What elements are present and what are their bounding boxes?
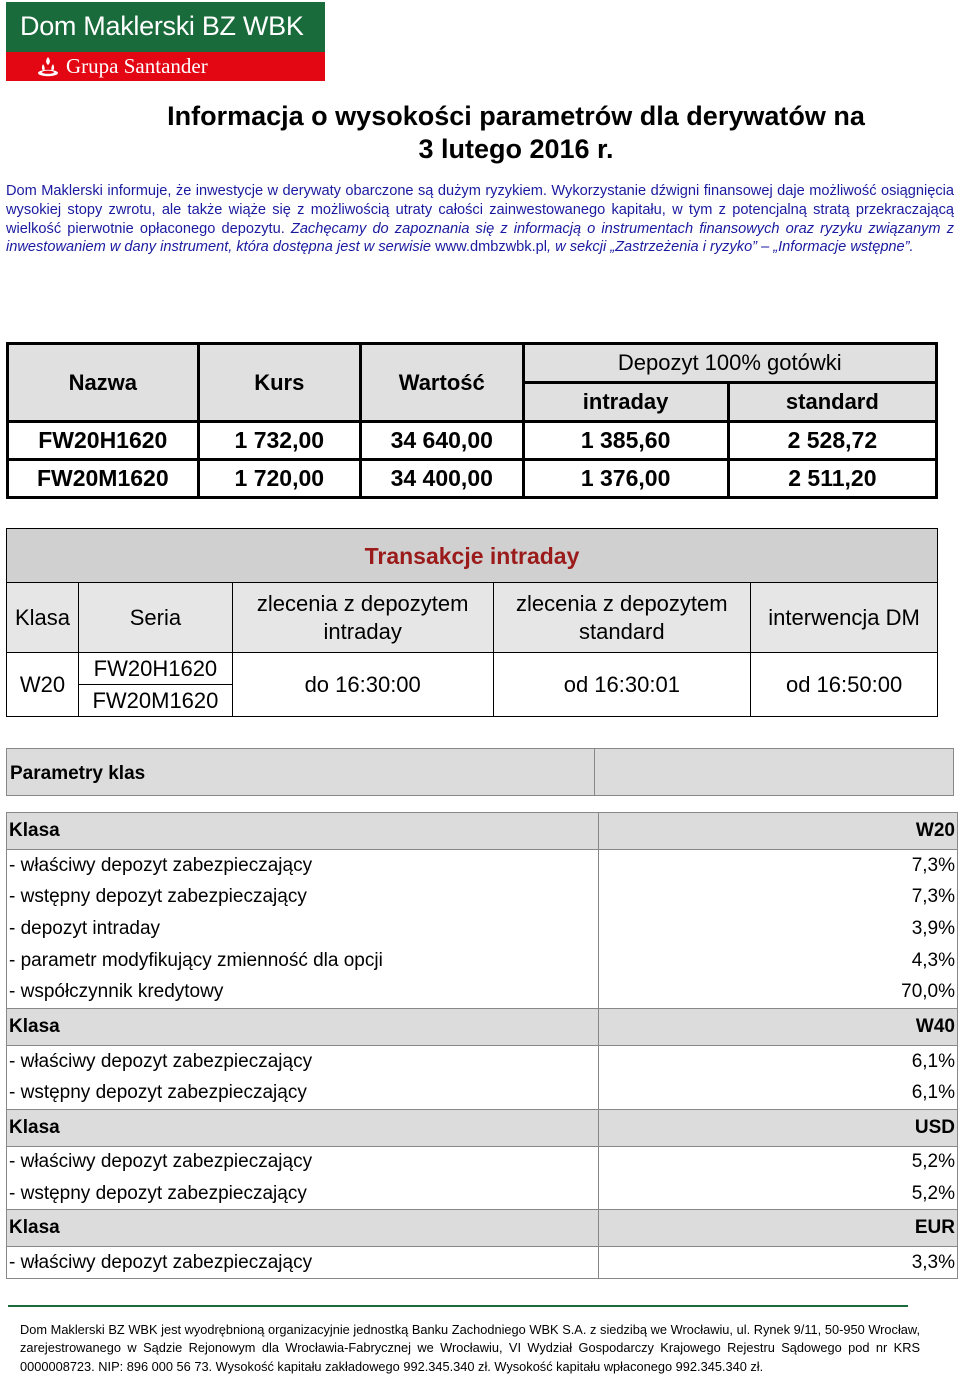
param-row xyxy=(7,1247,958,1279)
param-value: USD xyxy=(599,1109,958,1146)
param-row xyxy=(7,913,958,945)
header-value: Wartość xyxy=(361,344,524,422)
risk-disclaimer: Dom Maklerski informuje, że inwestycje w derywaty obarczone są dużym ryzykiem. Wykorzystanie dźwigni finansowej daje możliwość osiągnięcia wysokiej stopy zwrotu, ale także wiąże się z możliwością utraty całości zainwestowanego kapitału, w tym z potencjalną stratą przekraczającą wielkość pierwotnie opłaconego depozytu. Zachęcamy do zapoznania się z informacją o instrumentach finansowych oraz ryzyku związanym z inwestowaniem w dany instrument, która dostępna jest w serwisie www.dmbzwbk.pl, w sekcji „Zastrzeżenia i ryzyko” – „Informacje wstępne”. xyxy=(6,183,954,256)
param-value: W40 xyxy=(599,1008,958,1045)
header-name: Nazwa xyxy=(8,344,199,422)
param-row xyxy=(7,1045,958,1077)
header-intraday-orders: zlecenia z depozytem intraday xyxy=(232,583,493,653)
param-row xyxy=(7,850,958,882)
param-row xyxy=(7,977,958,1009)
param-value: 6,1% xyxy=(599,1077,958,1109)
row-series: FW20H1620 xyxy=(78,653,232,685)
param-row xyxy=(7,1146,958,1178)
class-row xyxy=(7,1210,958,1247)
param-label: - właściwy depozyt zabezpieczający xyxy=(7,850,599,882)
header-intraday: intraday xyxy=(523,383,728,422)
param-value: 4,3% xyxy=(599,945,958,977)
intraday-table xyxy=(6,528,938,717)
prices-table xyxy=(6,342,938,499)
param-label: Klasa xyxy=(7,813,599,850)
header-standard-orders: zlecenia z depozytem standard xyxy=(493,583,751,653)
table-row: FW20H1620 1 732,00 34 640,00 1 385,60 2 528,72 xyxy=(8,422,937,460)
param-value: 70,0% xyxy=(599,977,958,1009)
header-seria: Seria xyxy=(78,583,232,653)
param-label: - wstępny depozyt zabezpieczający xyxy=(7,1178,599,1210)
param-label: - właściwy depozyt zabezpieczający xyxy=(7,1146,599,1178)
class-row xyxy=(7,1008,958,1045)
param-label: - właściwy depozyt zabezpieczający xyxy=(7,1045,599,1077)
intraday-title: Transakcje intraday xyxy=(7,529,938,583)
param-value: 7,3% xyxy=(599,850,958,882)
class-row xyxy=(7,1109,958,1146)
santander-flame-icon xyxy=(36,55,60,79)
row-intraday-time: do 16:30:00 xyxy=(232,653,493,717)
footer-legal-text: Dom Maklerski BZ WBK jest wyodrębnioną organizacyjnie jednostką Banku Zachodniego WBK S.A. z siedzibą we Wrocławiu, ul. Rynek 9/11, 50-950 Wrocław, zarejestrowanego w Sądzie Rejonowym dla Wrocławia-Fabrycznej we Wrocławiu, VI Wydział Gospodarczy Krajowego Rejestru Sądowego pod nr KRS 0000008723. NIP: 896 000 56 73. Wysokość kapitału zakładowego 992.345.340 zł. Wysokość kapitału wpłaconego 992.345.340 zł. xyxy=(20,1322,920,1374)
website-link[interactable]: www.dmbzwbk.pl xyxy=(435,239,548,256)
param-label: - właściwy depozyt zabezpieczający xyxy=(7,1247,599,1279)
param-label: - wstępny depozyt zabezpieczający xyxy=(7,1077,599,1109)
header-deposit: Depozyt 100% gotówki xyxy=(523,344,937,383)
params-table xyxy=(6,812,958,1279)
param-label: - depozyt intraday xyxy=(7,913,599,945)
param-label: - wstępny depozyt zabezpieczający xyxy=(7,881,599,913)
table-row: FW20M1620 1 720,00 34 400,00 1 376,00 2 511,20 xyxy=(8,460,937,498)
param-value: 5,2% xyxy=(599,1146,958,1178)
logo-name: Dom Maklerski BZ WBK xyxy=(6,2,325,52)
row-standard-time: od 16:30:01 xyxy=(493,653,751,717)
header-intervention: interwencja DM xyxy=(751,583,938,653)
param-value: 6,1% xyxy=(599,1045,958,1077)
param-value: W20 xyxy=(599,813,958,850)
param-row xyxy=(7,881,958,913)
param-value: EUR xyxy=(599,1210,958,1247)
param-row xyxy=(7,1178,958,1210)
footer-divider xyxy=(8,1305,908,1307)
param-value: 5,2% xyxy=(599,1178,958,1210)
param-label: - parametr modyfikujący zmienność dla opcji xyxy=(7,945,599,977)
param-label: Klasa xyxy=(7,1008,599,1045)
param-row xyxy=(7,1077,958,1109)
row-series: FW20M1620 xyxy=(78,685,232,717)
logo-group: Grupa Santander xyxy=(66,54,208,78)
param-label: Klasa xyxy=(7,1109,599,1146)
header-klasa: Klasa xyxy=(7,583,79,653)
params-header: Parametry klas xyxy=(6,748,954,796)
row-intervention-time: od 16:50:00 xyxy=(751,653,938,717)
company-logo xyxy=(6,2,325,81)
param-label: - współczynnik kredytowy xyxy=(7,977,599,1009)
header-rate: Kurs xyxy=(198,344,360,422)
param-value: 3,9% xyxy=(599,913,958,945)
param-label: Klasa xyxy=(7,1210,599,1247)
param-value: 7,3% xyxy=(599,881,958,913)
param-row xyxy=(7,945,958,977)
header-standard: standard xyxy=(728,383,936,422)
row-klasa: W20 xyxy=(7,653,79,717)
param-value: 3,3% xyxy=(599,1247,958,1279)
page-title: Informacja o wysokości parametrów dla derywatów na 3 lutego 2016 r. xyxy=(167,101,865,164)
class-row xyxy=(7,813,958,850)
